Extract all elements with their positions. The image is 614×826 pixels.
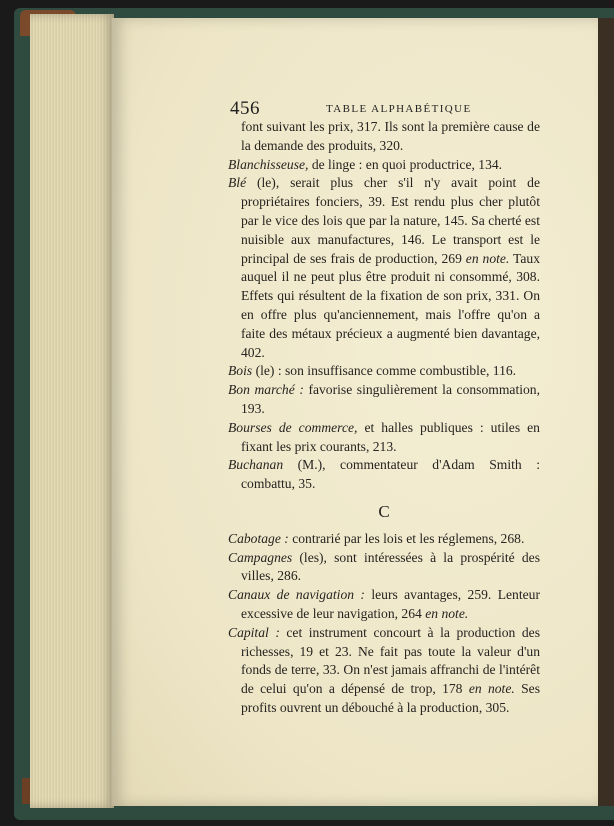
entry-body: favorise singulièrement la consommation, 193. <box>241 382 541 416</box>
index-entry <box>228 156 540 175</box>
entry-term: Bourses de commerce, <box>228 419 358 435</box>
index-text <box>228 118 540 718</box>
index-entries-c <box>228 530 540 718</box>
entry-term: Canaux de navigation : <box>228 587 365 603</box>
page-header <box>230 100 550 120</box>
continuation-text: font suivant les prix, 317. Ils sont la première cause de la demande des produits, 320. <box>241 119 540 153</box>
index-entry <box>228 419 540 457</box>
entry-term: Cabotage : <box>228 530 289 546</box>
entry-tail: Taux auquel il ne peut plus être produit ni consommé, 308. Effets qui résultent de la fixation de son prix, 331. On en offre plus qu'anciennement, mais l'offre qu'on a faite des métaux précieux a augmenté bien davantage, 402. <box>241 250 540 360</box>
entry-term: Bon marché : <box>228 382 304 398</box>
entry-body: (le), serait plus cher s'il n'y avait point de propriétaires fonciers, 39. Est rendu plus cher plutôt par le vice des lois que par la nature, 145. Sa cherté est nuisible aux manufactures, 146. Le transport est le principal de ses frais de production, 269 <box>241 175 540 266</box>
index-entry <box>228 174 540 362</box>
entry-term: Blé <box>228 175 247 191</box>
page-number: 456 <box>230 98 260 119</box>
entry-body: leurs avantages, 259. Lenteur excessive de leur navigation, 264 <box>241 587 540 621</box>
entry-term: Bois <box>228 363 253 379</box>
index-entries-b <box>228 156 540 494</box>
index-entry <box>228 381 540 419</box>
entry-term: Capital : <box>228 624 280 640</box>
section-letter: C <box>378 501 390 521</box>
entry-body: (M.), commentateur d'Adam Smith : combattu, 35. <box>241 457 540 492</box>
entry-term: Campagnes <box>228 549 293 565</box>
entry-note: en note. <box>468 681 515 697</box>
index-entry <box>228 530 540 549</box>
running-title: TABLE ALPHABÉTIQUE <box>326 103 472 115</box>
index-entry <box>228 624 540 718</box>
entry-tail: Ses profits ouvrent un débouché à la production, 305. <box>241 681 540 715</box>
entry-body: contrarié par les lois et les réglemens, 268. <box>288 530 525 546</box>
right-edge <box>598 18 614 806</box>
entry-body: cet instrument concourt à la production des richesses, 19 et 23. Ne fait pas toute la valeur d'un fonds de terre, 33. On n'est jamais affranchi de l'intérêt de celui qu'on a dépensé de trop, 178 <box>241 624 540 697</box>
entry-term: Buchanan <box>228 457 284 473</box>
entry-note: en note. <box>465 250 510 266</box>
index-entry <box>228 362 540 381</box>
entry-note: en note. <box>425 605 469 621</box>
index-entry <box>228 586 540 624</box>
index-entry <box>228 456 540 494</box>
entry-body: et halles publiques : utiles en fixant les prix courants, 213. <box>241 419 540 454</box>
entry-body: (le) : son insuffisance comme combustible, 116. <box>252 363 517 379</box>
entry-term: Blanchisseuse, <box>228 156 309 172</box>
page-leaves <box>30 14 114 808</box>
entry-body: (les), sont intéressées à la prospérité des villes, 286. <box>241 549 540 584</box>
entry-body: de linge : en quoi productrice, 134. <box>308 156 503 172</box>
index-entry <box>228 549 540 587</box>
